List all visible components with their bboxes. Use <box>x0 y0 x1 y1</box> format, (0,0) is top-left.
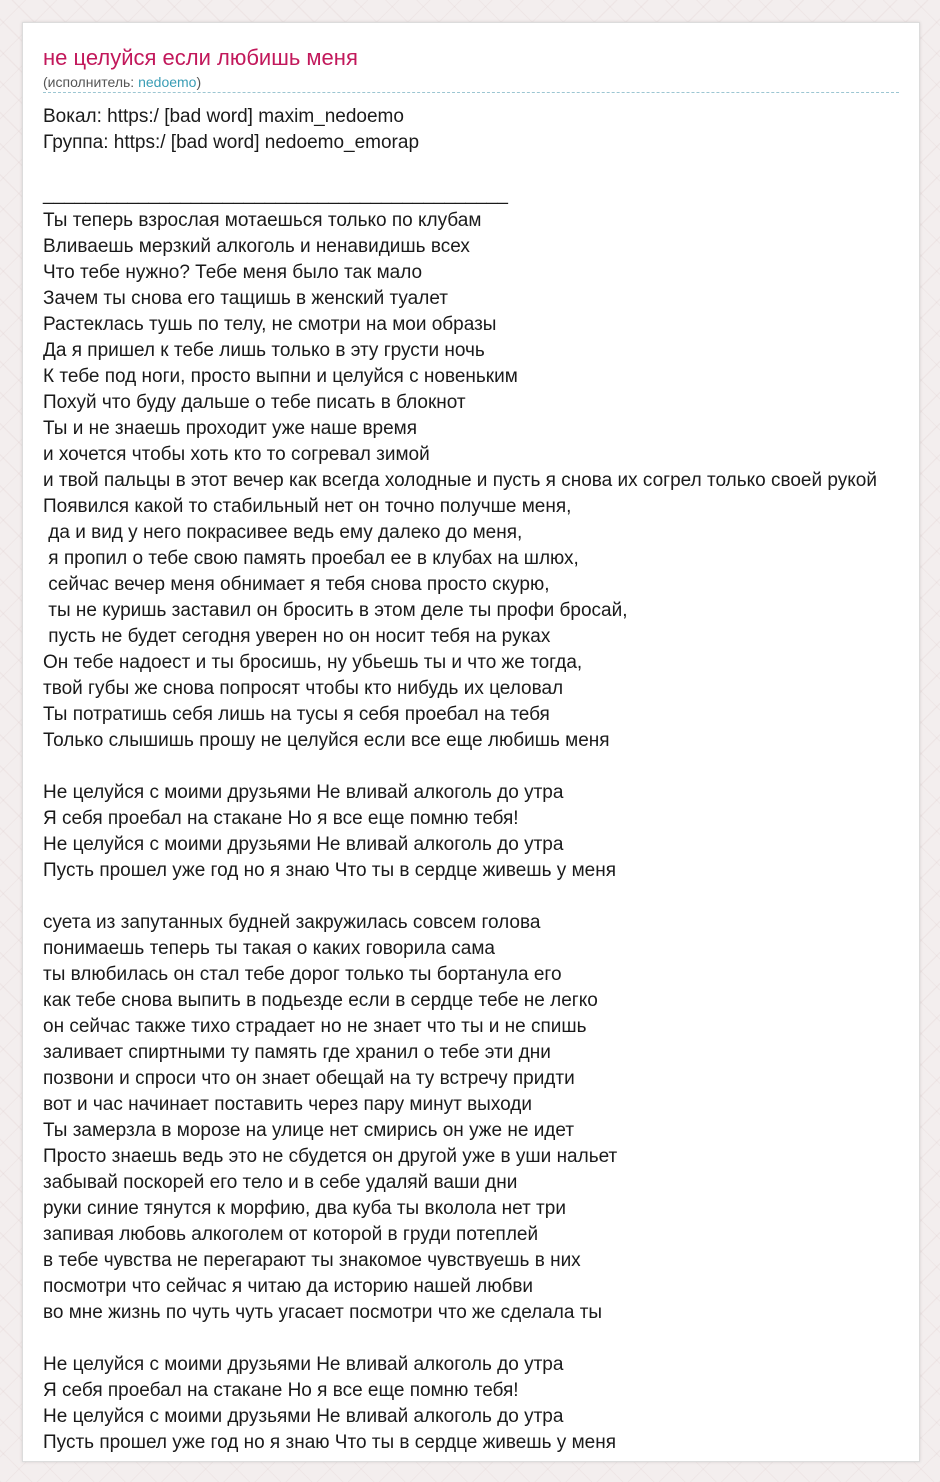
song-title: не целуйся если любишь меня <box>43 45 358 70</box>
title-divider <box>43 92 899 93</box>
artist-line <box>43 74 201 90</box>
lyrics-card <box>22 22 920 1462</box>
artist-prefix: (исполнитель: <box>43 74 139 90</box>
artist-link[interactable]: nedoemo <box>138 74 197 90</box>
lyrics-text: Вокал: https:/ [bad word] maxim_nedoemo Группа: https:/ [bad word] nedoemo_emorap ____________________________________________ Ты теперь взрослая мотаешься только по клубам Вливаешь мерзкий алкоголь и ненавидишь всех Что тебе нужно? Тебе меня было так мало Зачем ты снова его тащишь в женский туалет Растеклась тушь по телу, не смотри на мои образы Да я пришел к тебе лишь только в эту грусти ночь К тебе под ноги, просто выпни и целуйся с новеньким Похуй что буду дальше о тебе писать в блокнот Ты и не знаешь проходит уже наше время и хочется чтобы хоть кто то согревал зимой и твой пальцы в этот вечер как всегда холодные и пусть я снова их согрел только своей рукой Появился какой то стабильный нет он точно получше меня, да и вид у него покрасивее ведь ему далеко до меня, я пропил о тебе свою память проебал ее в клубах на шлюх, сейчас вечер меня обнимает я тебя снова просто скурю, ты не куришь заставил он бросить в этом деле ты профи бросай, пусть не будет сегодня уверен но он носит тебя на руках Он тебе надоест и ты бросишь, ну убьешь ты и что же тогда, твой губы же снова попросят чтобы кто нибудь их целовал Ты потратишь себя лишь на тусы я себя проебал на тебя Только слышишь прошу не целуйся если все еще любишь меня Не целуйся с моими друзьями Не вливай алкоголь до утра Я себя проебал на стакане Но я все еще помню тебя! Не целуйся с моими друзьями Не вливай алкоголь до утра Пусть прошел уже год но я знаю Что ты в сердце живешь у меня суета из запутанных будней закружилась совсем голова понимаешь теперь ты такая о каких говорила сама ты влюбилась он стал тебе дорог только ты бортанула его как тебе снова выпить в подьезде если в сердце тебе не легко он сейчас также тихо страдает но не знает что ты и не спишь заливает спиртными ту память где хранил о тебе эти дни позвони и спроси что он знает обещай на ту встречу придти вот и час начинает поставить через пару минут выходи Ты замерзла в морозе на улице нет смирись он уже не идет Просто знаешь ведь это не сбудется он другой уже в уши нальет забывай поскорей его тело и в себе удаляй ваши дни руки синие тянутся к морфию, два куба ты вколола нет три запивая любовь алкоголем от которой в груди потеплей в тебе чувства не перегарают ты знакомое чувствуешь в них посмотри что сейчас я читаю да историю нашей любви во мне жизнь по чуть чуть угасает посмотри что же сделала ты Не целуйся с моими друзьями Не вливай алкоголь до утра Я себя проебал на стакане Но я все еще помню тебя! Не целуйся с моими друзьями Не вливай алкоголь до утра Пусть прошел уже год но я знаю Что ты в сердце живешь у меня <box>43 106 877 1453</box>
artist-suffix: ) <box>196 74 202 90</box>
